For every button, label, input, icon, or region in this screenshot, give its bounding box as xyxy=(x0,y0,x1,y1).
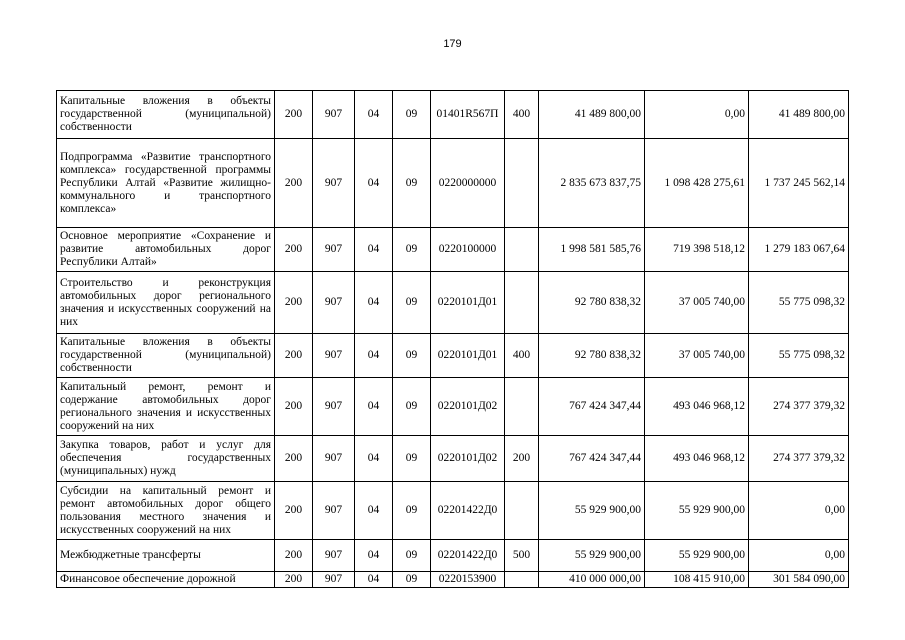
budget-table xyxy=(56,90,849,588)
row-name: Основное мероприятие «Сохранение и развитие автомобильных дорог Республики Алтай» xyxy=(57,228,275,272)
row-name: Финансовое обеспечение дорожной xyxy=(57,572,275,588)
cell-grbs: 907 xyxy=(313,378,355,436)
cell-target-code: 0220101Д01 xyxy=(431,334,505,378)
cell-ministry: 200 xyxy=(275,91,313,139)
cell-subsection: 09 xyxy=(393,436,431,482)
cell-ministry: 200 xyxy=(275,272,313,334)
cell-target-code: 02201422Д0 xyxy=(431,482,505,540)
cell-ministry: 200 xyxy=(275,436,313,482)
cell-plan-amount: 92 780 838,32 xyxy=(539,334,645,378)
cell-subsection: 09 xyxy=(393,572,431,588)
cell-remaining-amount: 1 737 245 562,14 xyxy=(749,139,849,228)
cell-remaining-amount: 55 775 098,32 xyxy=(749,334,849,378)
page-number: 179 xyxy=(443,38,462,50)
cell-remaining-amount: 41 489 800,00 xyxy=(749,91,849,139)
cell-grbs: 907 xyxy=(313,272,355,334)
cell-grbs: 907 xyxy=(313,139,355,228)
cell-target-code: 01401R567П xyxy=(431,91,505,139)
cell-remaining-amount: 55 775 098,32 xyxy=(749,272,849,334)
cell-remaining-amount: 0,00 xyxy=(749,482,849,540)
cell-executed-amount: 37 005 740,00 xyxy=(645,272,749,334)
cell-expense-type: 500 xyxy=(505,540,539,572)
row-name: Капитальные вложения в объекты государственной (муниципальной) собственности xyxy=(57,91,275,139)
cell-plan-amount: 767 424 347,44 xyxy=(539,378,645,436)
cell-subsection: 09 xyxy=(393,482,431,540)
cell-expense-type xyxy=(505,378,539,436)
cell-subsection: 09 xyxy=(393,272,431,334)
table-row xyxy=(57,378,849,436)
row-name: Субсидии на капитальный ремонт и ремонт автомобильных дорог общего пользования местного значения и искусственных сооружений на них xyxy=(57,482,275,540)
cell-section: 04 xyxy=(355,272,393,334)
table-row xyxy=(57,272,849,334)
row-name: Закупка товаров, работ и услуг для обеспечения государственных (муниципальных) нужд xyxy=(57,436,275,482)
cell-grbs: 907 xyxy=(313,572,355,588)
cell-section: 04 xyxy=(355,91,393,139)
cell-target-code: 0220000000 xyxy=(431,139,505,228)
cell-expense-type xyxy=(505,139,539,228)
cell-ministry: 200 xyxy=(275,139,313,228)
cell-ministry: 200 xyxy=(275,540,313,572)
cell-subsection: 09 xyxy=(393,334,431,378)
cell-target-code: 0220153900 xyxy=(431,572,505,588)
cell-ministry: 200 xyxy=(275,378,313,436)
cell-section: 04 xyxy=(355,540,393,572)
cell-target-code: 02201422Д0 xyxy=(431,540,505,572)
cell-section: 04 xyxy=(355,378,393,436)
cell-executed-amount: 493 046 968,12 xyxy=(645,378,749,436)
cell-executed-amount: 719 398 518,12 xyxy=(645,228,749,272)
cell-executed-amount: 1 098 428 275,61 xyxy=(645,139,749,228)
cell-grbs: 907 xyxy=(313,540,355,572)
cell-target-code: 0220101Д02 xyxy=(431,378,505,436)
table-row xyxy=(57,540,849,572)
cell-ministry: 200 xyxy=(275,228,313,272)
cell-remaining-amount: 274 377 379,32 xyxy=(749,436,849,482)
row-name: Капитальный ремонт, ремонт и содержание автомобильных дорог регионального значения и искусственных сооружений на них xyxy=(57,378,275,436)
cell-executed-amount: 55 929 900,00 xyxy=(645,482,749,540)
cell-remaining-amount: 274 377 379,32 xyxy=(749,378,849,436)
cell-plan-amount: 1 998 581 585,76 xyxy=(539,228,645,272)
cell-expense-type xyxy=(505,572,539,588)
cell-target-code: 0220101Д02 xyxy=(431,436,505,482)
cell-subsection: 09 xyxy=(393,378,431,436)
cell-executed-amount: 0,00 xyxy=(645,91,749,139)
cell-plan-amount: 767 424 347,44 xyxy=(539,436,645,482)
cell-expense-type: 400 xyxy=(505,334,539,378)
cell-section: 04 xyxy=(355,482,393,540)
cell-executed-amount: 493 046 968,12 xyxy=(645,436,749,482)
cell-target-code: 0220101Д01 xyxy=(431,272,505,334)
cell-remaining-amount: 0,00 xyxy=(749,540,849,572)
cell-subsection: 09 xyxy=(393,228,431,272)
cell-expense-type: 400 xyxy=(505,91,539,139)
table-row xyxy=(57,436,849,482)
cell-target-code: 0220100000 xyxy=(431,228,505,272)
cell-ministry: 200 xyxy=(275,572,313,588)
cell-subsection: 09 xyxy=(393,91,431,139)
row-name: Межбюджетные трансферты xyxy=(57,540,275,572)
cell-ministry: 200 xyxy=(275,334,313,378)
cell-expense-type xyxy=(505,228,539,272)
cell-executed-amount: 55 929 900,00 xyxy=(645,540,749,572)
cell-expense-type xyxy=(505,482,539,540)
cell-plan-amount: 55 929 900,00 xyxy=(539,482,645,540)
table-row xyxy=(57,139,849,228)
cell-executed-amount: 108 415 910,00 xyxy=(645,572,749,588)
cell-plan-amount: 55 929 900,00 xyxy=(539,540,645,572)
cell-grbs: 907 xyxy=(313,334,355,378)
cell-subsection: 09 xyxy=(393,139,431,228)
cell-plan-amount: 410 000 000,00 xyxy=(539,572,645,588)
table-row xyxy=(57,572,849,588)
cell-grbs: 907 xyxy=(313,482,355,540)
cell-remaining-amount: 1 279 183 067,64 xyxy=(749,228,849,272)
cell-ministry: 200 xyxy=(275,482,313,540)
cell-section: 04 xyxy=(355,228,393,272)
table-row xyxy=(57,482,849,540)
row-name: Строительство и реконструкция автомобильных дорог регионального значения и искусственных сооружений на них xyxy=(57,272,275,334)
cell-remaining-amount: 301 584 090,00 xyxy=(749,572,849,588)
cell-grbs: 907 xyxy=(313,436,355,482)
row-name: Подпрограмма «Развитие транспортного комплекса» государственной программы Республики Алтай «Развитие жилищно-коммунального и транспортного комплекса» xyxy=(57,139,275,228)
cell-plan-amount: 92 780 838,32 xyxy=(539,272,645,334)
cell-section: 04 xyxy=(355,139,393,228)
table-row xyxy=(57,334,849,378)
cell-grbs: 907 xyxy=(313,228,355,272)
cell-subsection: 09 xyxy=(393,540,431,572)
table-row xyxy=(57,91,849,139)
cell-section: 04 xyxy=(355,572,393,588)
cell-section: 04 xyxy=(355,436,393,482)
cell-plan-amount: 2 835 673 837,75 xyxy=(539,139,645,228)
cell-section: 04 xyxy=(355,334,393,378)
table-row xyxy=(57,228,849,272)
cell-grbs: 907 xyxy=(313,91,355,139)
row-name: Капитальные вложения в объекты государственной (муниципальной) собственности xyxy=(57,334,275,378)
cell-executed-amount: 37 005 740,00 xyxy=(645,334,749,378)
cell-expense-type xyxy=(505,272,539,334)
cell-plan-amount: 41 489 800,00 xyxy=(539,91,645,139)
cell-expense-type: 200 xyxy=(505,436,539,482)
